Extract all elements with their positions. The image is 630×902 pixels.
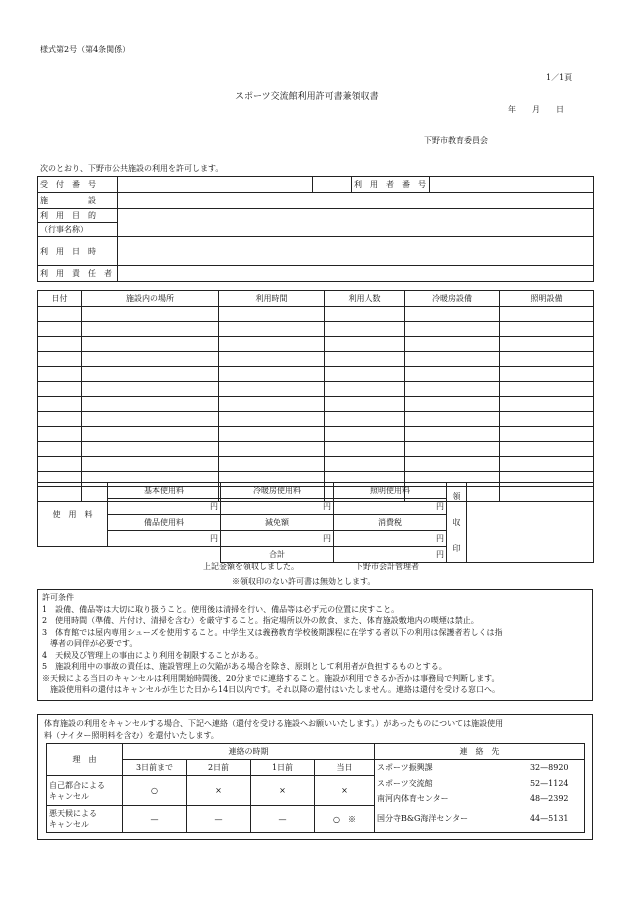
schedule-cell[interactable]	[38, 442, 82, 457]
fee-label: 使 用 料	[38, 483, 108, 547]
condition-note-1: ※天候による当日のキャンセルは利用開始時間後、20分までに連絡すること。施設が利用できるか否かは事務局で判断します。	[42, 673, 500, 683]
schedule-cell[interactable]	[219, 352, 325, 367]
schedule-cell[interactable]	[405, 337, 500, 352]
lighting-fee-value[interactable]: 円	[334, 499, 447, 515]
schedule-cell[interactable]	[82, 367, 219, 382]
schedule-cell[interactable]	[82, 457, 219, 472]
col-aircon: 冷暖房設備	[405, 291, 500, 307]
schedule-cell[interactable]	[219, 367, 325, 382]
schedule-cell[interactable]	[325, 442, 405, 457]
schedule-cell[interactable]	[325, 382, 405, 397]
schedule-cell[interactable]	[219, 322, 325, 337]
schedule-cell[interactable]	[405, 307, 500, 322]
cancel-intro-1: 体育施設の利用をキャンセルする場合、下記へ連絡（還付を受ける施設へお願いいたします。）があったものについては施設使用	[44, 719, 504, 728]
schedule-cell[interactable]	[82, 322, 219, 337]
datetime-label: 利 用 日 時	[38, 237, 118, 266]
schedule-cell[interactable]	[325, 427, 405, 442]
aircon-fee-value[interactable]: 円	[221, 499, 334, 515]
schedule-cell[interactable]	[500, 382, 594, 397]
receipt-seal-area	[467, 483, 594, 563]
schedule-cell[interactable]	[82, 382, 219, 397]
total-label: 合計	[221, 547, 334, 563]
contact-tel-3: 48—2392	[515, 791, 585, 806]
self-sameday-mark: ×	[315, 776, 375, 806]
datetime-value[interactable]	[118, 237, 594, 266]
schedule-cell[interactable]	[82, 442, 219, 457]
contact-header: 連 絡 先	[375, 744, 585, 760]
reason-header: 理 由	[47, 744, 123, 776]
schedule-cell[interactable]	[500, 442, 594, 457]
schedule-cell[interactable]	[219, 442, 325, 457]
schedule-cell[interactable]	[38, 337, 82, 352]
schedule-cell[interactable]	[405, 382, 500, 397]
schedule-cell[interactable]	[405, 412, 500, 427]
schedule-row	[38, 382, 594, 397]
condition-3-cont: 導者の同伴が必要です。	[42, 639, 138, 648]
condition-2: 2 使用時間（準備、片付け、清掃を含む）を厳守すること。指定場所以外の飲食、また、体育施設敷地内の喫煙は禁止。	[42, 616, 479, 625]
schedule-cell[interactable]	[325, 307, 405, 322]
timing-sameday: 当日	[315, 760, 375, 776]
basic-fee-label: 基本使用料	[108, 483, 221, 499]
seal-char-3: 印	[452, 543, 461, 553]
schedule-cell[interactable]	[82, 412, 219, 427]
schedule-cell[interactable]	[500, 307, 594, 322]
schedule-cell[interactable]	[38, 322, 82, 337]
equipment-fee-label: 備品使用料	[108, 515, 221, 531]
schedule-cell[interactable]	[325, 457, 405, 472]
schedule-row	[38, 367, 594, 382]
schedule-cell[interactable]	[219, 397, 325, 412]
basic-fee-value[interactable]: 円	[108, 499, 221, 515]
permit-conditions	[37, 589, 593, 701]
weather-3days-mark: —	[123, 806, 187, 833]
schedule-cell[interactable]	[219, 427, 325, 442]
self-2days-mark: ×	[187, 776, 251, 806]
schedule-cell[interactable]	[500, 367, 594, 382]
schedule-cell[interactable]	[82, 397, 219, 412]
schedule-row	[38, 442, 594, 457]
schedule-cell[interactable]	[82, 307, 219, 322]
equipment-fee-value[interactable]: 円	[108, 531, 221, 547]
self-3days-mark: ○	[123, 776, 187, 806]
schedule-cell[interactable]	[405, 352, 500, 367]
fee-table	[37, 482, 594, 563]
user-no-value[interactable]	[430, 177, 594, 193]
responsible-label: 利 用 責 任 者	[38, 266, 118, 282]
reception-no-label: 受 付 番 号	[38, 177, 118, 193]
reason-weather-line2: キャンセル	[49, 820, 89, 829]
reduction-label: 減免額	[221, 515, 334, 531]
aircon-fee-label: 冷暖房使用料	[221, 483, 334, 499]
schedule-cell[interactable]	[38, 412, 82, 427]
cancellation-section	[37, 714, 593, 840]
condition-5: 5 施設利用中の事故の責任は、施設管理上の欠陥がある場合を除き、原則として利用者が負担するものとする。	[42, 662, 447, 671]
timing-2days: 2日前	[187, 760, 251, 776]
schedule-row	[38, 457, 594, 472]
contact-name-2: スポーツ交流館	[375, 776, 515, 791]
receipt-seal-label	[447, 483, 467, 563]
contact-tel-4: 44—5131	[515, 806, 585, 833]
schedule-cell[interactable]	[38, 367, 82, 382]
schedule-cell[interactable]	[219, 457, 325, 472]
schedule-cell[interactable]	[405, 397, 500, 412]
reason-self-line2: キャンセル	[49, 791, 89, 801]
col-place: 施設内の場所	[82, 291, 219, 307]
page-number: 1／1頁	[546, 73, 573, 82]
schedule-cell[interactable]	[500, 337, 594, 352]
cancel-intro-2: 料（ナイター照明料を含む）を還付いたします。	[44, 731, 219, 740]
schedule-cell[interactable]	[219, 382, 325, 397]
schedule-row	[38, 412, 594, 427]
contact-name-3: 南河内体育センター	[375, 791, 515, 806]
weather-sameday-mark: ○ ※	[315, 806, 375, 833]
schedule-row	[38, 337, 594, 352]
schedule-cell[interactable]	[405, 367, 500, 382]
treasurer: 下野市会計管理者	[355, 562, 419, 571]
reason-weather-line1: 悪天候による	[49, 809, 97, 818]
event-name-label: （行事名称）	[38, 223, 118, 237]
facility-label: 施 設	[38, 193, 118, 209]
user-no-label: 利 用 者 番 号	[352, 177, 430, 193]
schedule-cell[interactable]	[38, 457, 82, 472]
lighting-fee-label: 照明使用料	[334, 483, 447, 499]
contact-tel-2: 52—1124	[515, 776, 585, 791]
condition-3: 3 体育館では屋内専用シューズを使用すること。中学生又は義務教育学校後期課程に在学する者以下の利用は保護者若しくは指	[42, 627, 503, 637]
contact-tel-1: 32—8920	[515, 760, 585, 776]
schedule-cell[interactable]	[38, 427, 82, 442]
purpose-label: 利 用 目 的	[38, 209, 118, 223]
schedule-cell[interactable]	[325, 337, 405, 352]
schedule-cell[interactable]	[405, 457, 500, 472]
date-label: 年 月 日	[508, 105, 564, 114]
receipt-text: 上記金額を領収しました。	[203, 562, 299, 571]
purpose-value[interactable]	[118, 209, 594, 237]
permit-info-table	[37, 176, 594, 282]
reception-no-value[interactable]	[118, 177, 313, 193]
tax-label: 消費税	[334, 515, 447, 531]
timing-header: 連絡の時期	[123, 744, 375, 760]
schedule-row	[38, 352, 594, 367]
schedule-cell[interactable]	[38, 352, 82, 367]
schedule-cell[interactable]	[82, 427, 219, 442]
conditions-title: 許可条件	[42, 593, 74, 602]
issuer: 下野市教育委員会	[424, 136, 488, 145]
schedule-cell[interactable]	[219, 412, 325, 427]
form-number: 様式第2号（第4条関係）	[40, 45, 131, 54]
total-value[interactable]: 円	[334, 547, 447, 563]
schedule-cell[interactable]	[405, 322, 500, 337]
seal-char-1: 領	[452, 491, 461, 501]
schedule-cell[interactable]	[325, 352, 405, 367]
reason-self	[47, 776, 123, 806]
col-people: 利用人数	[325, 291, 405, 307]
schedule-cell[interactable]	[325, 412, 405, 427]
schedule-cell[interactable]	[38, 382, 82, 397]
facility-value[interactable]	[118, 193, 594, 209]
schedule-row	[38, 322, 594, 337]
cancellation-table	[46, 743, 585, 833]
schedule-cell[interactable]	[405, 427, 500, 442]
schedule-cell[interactable]	[500, 352, 594, 367]
invalid-note: ※領収印のない許可書は無効とします。	[232, 577, 376, 586]
reason-self-line1: 自己都合による	[49, 780, 105, 790]
condition-1: 1 設備、備品等は大切に取り扱うこと。使用後は清掃を行い、備品等は必ず元の位置に戻すこと。	[42, 604, 400, 614]
weather-1day-mark: —	[251, 806, 315, 833]
reduction-value[interactable]: 円	[221, 531, 334, 547]
seal-char-2: 収	[452, 517, 461, 527]
contact-name-4: 国分寺B&G海洋センター	[375, 806, 515, 833]
schedule-cell[interactable]	[325, 397, 405, 412]
self-1day-mark: ×	[251, 776, 315, 806]
schedule-cell[interactable]	[405, 442, 500, 457]
schedule-cell[interactable]	[325, 322, 405, 337]
col-lighting: 照明設備	[500, 291, 594, 307]
timing-1day: 1日前	[251, 760, 315, 776]
contact-name-1: スポーツ振興課	[375, 760, 515, 776]
schedule-cell[interactable]	[82, 337, 219, 352]
schedule-row	[38, 397, 594, 412]
schedule-cell[interactable]	[219, 337, 325, 352]
timing-3days: 3日前まで	[123, 760, 187, 776]
document-title: スポーツ交流館利用許可書兼領収書	[235, 92, 379, 102]
schedule-row	[38, 427, 594, 442]
responsible-value[interactable]	[118, 266, 594, 282]
intro-text: 次のとおり、下野市公共施設の利用を許可します。	[40, 164, 224, 173]
col-time: 利用時間	[219, 291, 325, 307]
reason-weather	[47, 806, 123, 833]
schedule-cell[interactable]	[38, 397, 82, 412]
schedule-cell[interactable]	[219, 307, 325, 322]
schedule-cell[interactable]	[500, 412, 594, 427]
schedule-cell[interactable]	[500, 427, 594, 442]
schedule-cell[interactable]	[500, 457, 594, 472]
condition-4: 4 天候及び管理上の事由により利用を制限することがある。	[42, 650, 264, 660]
weather-2days-mark: —	[187, 806, 251, 833]
schedule-table	[37, 290, 594, 502]
schedule-cell[interactable]	[500, 322, 594, 337]
schedule-row	[38, 307, 594, 322]
schedule-cell[interactable]	[500, 397, 594, 412]
condition-note-2: 施設使用料の還付はキャンセルが生じた日から14日以内です。それ以降の還付はいたしません。連絡は還付を受ける窓口へ。	[42, 685, 501, 694]
schedule-cell[interactable]	[82, 352, 219, 367]
tax-value[interactable]: 円	[334, 531, 447, 547]
schedule-cell[interactable]	[325, 367, 405, 382]
col-date: 日付	[38, 291, 82, 307]
schedule-cell[interactable]	[38, 307, 82, 322]
